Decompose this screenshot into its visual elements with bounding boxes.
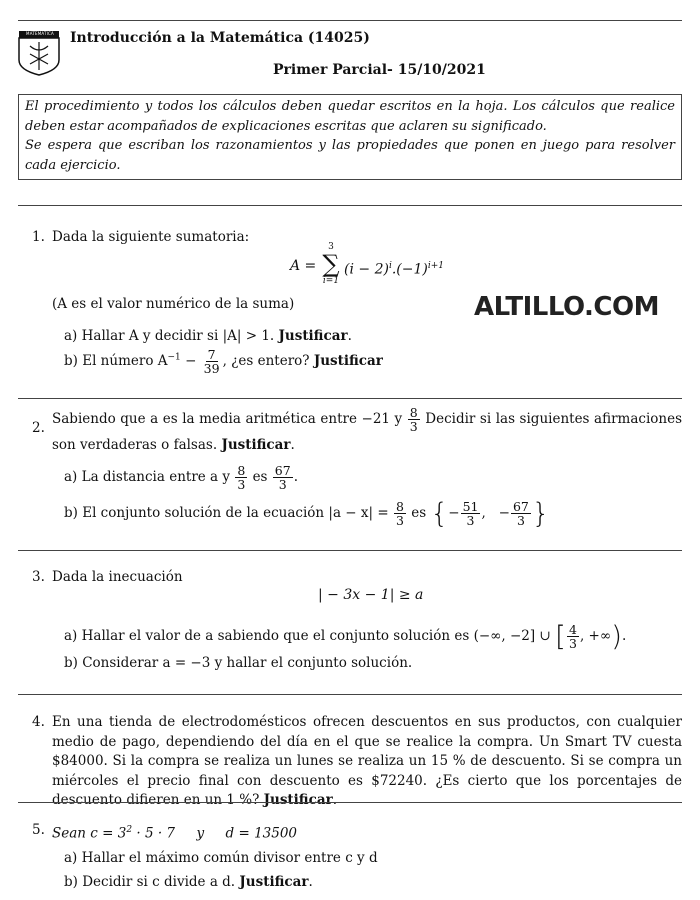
- q5-text-post: · 5 · 7 y d = 13500: [136, 825, 298, 842]
- fraction-num: 51: [462, 499, 479, 514]
- q5-b-justify: Justificar: [239, 874, 309, 890]
- q1-intro: Dada la siguiente sumatoria:: [52, 229, 250, 245]
- q5-a-text: Hallar el máximo común divisor entre c y d: [81, 850, 378, 866]
- fraction-num: 67: [274, 463, 291, 478]
- q5-b-label: b): [64, 874, 78, 890]
- q3-b-label: b): [64, 655, 78, 671]
- fraction-num: 8: [237, 463, 246, 478]
- fraction-den: 39: [203, 361, 220, 376]
- rule-5: [18, 802, 682, 803]
- q5-b-end: .: [308, 874, 313, 890]
- q1-a-end: .: [347, 328, 352, 344]
- fraction-den: 3: [278, 477, 287, 492]
- q1-number: 1.: [32, 229, 45, 245]
- q1-b-minus: −: [185, 353, 197, 369]
- q2-b: [64, 496, 550, 530]
- university-crest-icon: [18, 30, 60, 76]
- right-brace-icon: }: [531, 496, 550, 530]
- instructions-line-2: Se espera que escriban los razonamientos y las propiedades que ponen en juego para resolver cada ejercicio.: [25, 138, 675, 173]
- q2-a-fraction-2: [273, 464, 293, 491]
- q4-text: En una tienda de electrodomésticos ofrecen descuentos en sus productos, con cualquier medio de pago, dependiendo del día en el que se realice la compra. Un Smart TV cuesta $84000. Si la compra se realiza un lunes se realiza un 15 % de descuento. Si se compra un miércoles el precio final con descuento es $72240. ¿Es cierto que los porcentajes de descuento difieren en un 1 %?: [52, 714, 682, 808]
- q1-formula-lhs: A =: [290, 258, 317, 274]
- rule-1: [18, 205, 682, 206]
- q2-b-label: b): [64, 505, 78, 521]
- fraction-num: 8: [409, 405, 418, 420]
- q5-a-label: a): [64, 850, 78, 866]
- q2-b-comma: ,: [481, 505, 486, 521]
- left-bracket-icon: [: [555, 619, 566, 653]
- q5-b: [64, 873, 313, 892]
- logo-label: MATEMATICA: [26, 31, 54, 36]
- q2-b-fraction-2: [461, 500, 481, 527]
- q1-b-label: b): [64, 353, 78, 369]
- fraction-den: 3: [409, 419, 418, 434]
- fraction-den: 3: [237, 477, 246, 492]
- q2-a-pre: La distancia entre a y: [81, 469, 231, 485]
- q5-number: 5.: [32, 822, 45, 838]
- q5-statement: [52, 821, 297, 844]
- sum-lower: i=1: [322, 276, 340, 286]
- q1-a-label: a): [64, 328, 78, 344]
- q1-note: (A es el valor numérico de la suma): [52, 296, 295, 312]
- fraction-num: 7: [207, 347, 216, 362]
- q2-a-end: .: [293, 469, 298, 485]
- left-brace-icon: {: [430, 496, 449, 530]
- q2-text-1: Sabiendo que a es la media aritmética entre −21 y: [52, 411, 403, 427]
- q1-summation: [318, 242, 344, 286]
- q3-a-post: , +∞: [579, 628, 612, 644]
- q3-a-fraction: [567, 623, 579, 650]
- q2-fraction: [408, 406, 420, 433]
- sigma-icon: ∑: [322, 250, 340, 278]
- course-title: Introducción a la Matemática (14025): [70, 30, 370, 46]
- q2-a: [64, 464, 298, 491]
- fraction-den: 3: [395, 513, 404, 528]
- fraction-den: 3: [568, 636, 577, 651]
- q1-a-justify: Justificar: [278, 328, 348, 344]
- fraction-den: 3: [516, 513, 525, 528]
- exam-title: Primer Parcial- 15/10/2021: [273, 62, 486, 78]
- instructions-line-1: El procedimiento y todos los cálculos deben quedar escritos en la hoja. Los cálculos que realice deben estar acompañados de explicaciones escritas que aclaren su significado.: [25, 99, 675, 134]
- q1-b-exp: −1: [167, 352, 181, 363]
- q1-a: [64, 327, 352, 346]
- q2-end: .: [290, 437, 295, 453]
- q2-b-neg-2: −: [498, 505, 510, 521]
- q1-b-pre: El número A: [82, 353, 168, 369]
- q1-a-text: Hallar A y decidir si |A| > 1.: [81, 328, 275, 344]
- q5-b-text: Decidir si c divide a d.: [82, 874, 236, 890]
- q2-b-fraction-3: [511, 500, 531, 527]
- q4-number: 4.: [32, 714, 45, 730]
- q3-intro: Dada la inecuación: [52, 569, 183, 585]
- q3-formula: | − 3x − 1| ≥ a: [318, 587, 424, 603]
- q2-a-label: a): [64, 469, 78, 485]
- q3-a-pre: Hallar el valor de a sabiendo que el conjunto solución es (−∞, −2] ∪: [81, 628, 551, 644]
- q3-a-label: a): [64, 628, 78, 644]
- q2-b-pre: El conjunto solución de la ecuación |a − x| =: [82, 505, 389, 521]
- q3-number: 3.: [32, 569, 45, 585]
- q2-b-fraction-1: [394, 500, 406, 527]
- right-paren-icon: ): [611, 619, 623, 653]
- rule-4: [18, 694, 682, 695]
- q1-b: [64, 348, 383, 375]
- q1-b-fraction: [202, 348, 222, 375]
- q2-number: 2.: [32, 420, 45, 436]
- q2-b-neg: −: [448, 505, 460, 521]
- q5-a: [64, 849, 378, 868]
- fraction-num: 8: [395, 499, 404, 514]
- q4-statement: [52, 713, 682, 811]
- fraction-den: 3: [466, 513, 475, 528]
- q3-a: [64, 619, 627, 653]
- q1-b-post: , ¿es entero?: [222, 353, 310, 369]
- altillo-watermark: ALTILLO.COM: [474, 292, 659, 322]
- formula-exp-1: i: [388, 261, 392, 271]
- q2-statement: [52, 406, 682, 457]
- q3-b-text: Considerar a = −3 y hallar el conjunto solución.: [82, 655, 413, 671]
- q3-b: [64, 654, 412, 673]
- q4-end: .: [332, 792, 337, 808]
- instructions-box: [18, 94, 682, 180]
- rule-3: [18, 550, 682, 551]
- q2-text-2: Decidir si las siguientes afirmaciones son verdaderas o falsas.: [52, 411, 683, 453]
- rule-2: [18, 398, 682, 399]
- formula-base: (i − 2): [344, 261, 389, 278]
- q5-text-pre: Sean c = 3: [52, 825, 127, 842]
- q1-formula-body: [344, 257, 444, 280]
- top-rule: [18, 20, 682, 21]
- q2-a-fraction-1: [235, 464, 247, 491]
- q1-b-justify: Justificar: [313, 353, 383, 369]
- q3-a-end: .: [622, 628, 627, 644]
- q5-exponent: 2: [126, 825, 133, 835]
- q2-a-mid: es: [252, 469, 268, 485]
- fraction-num: 4: [568, 622, 577, 637]
- fraction-num: 67: [512, 499, 529, 514]
- q4-justify: Justificar: [263, 792, 333, 808]
- q2-b-mid: es: [411, 505, 427, 521]
- sum-upper: 3: [328, 242, 334, 252]
- q2-justify: Justificar: [221, 437, 291, 453]
- formula-mid: .(−1): [391, 261, 428, 278]
- formula-exp-2: i+1: [427, 261, 445, 271]
